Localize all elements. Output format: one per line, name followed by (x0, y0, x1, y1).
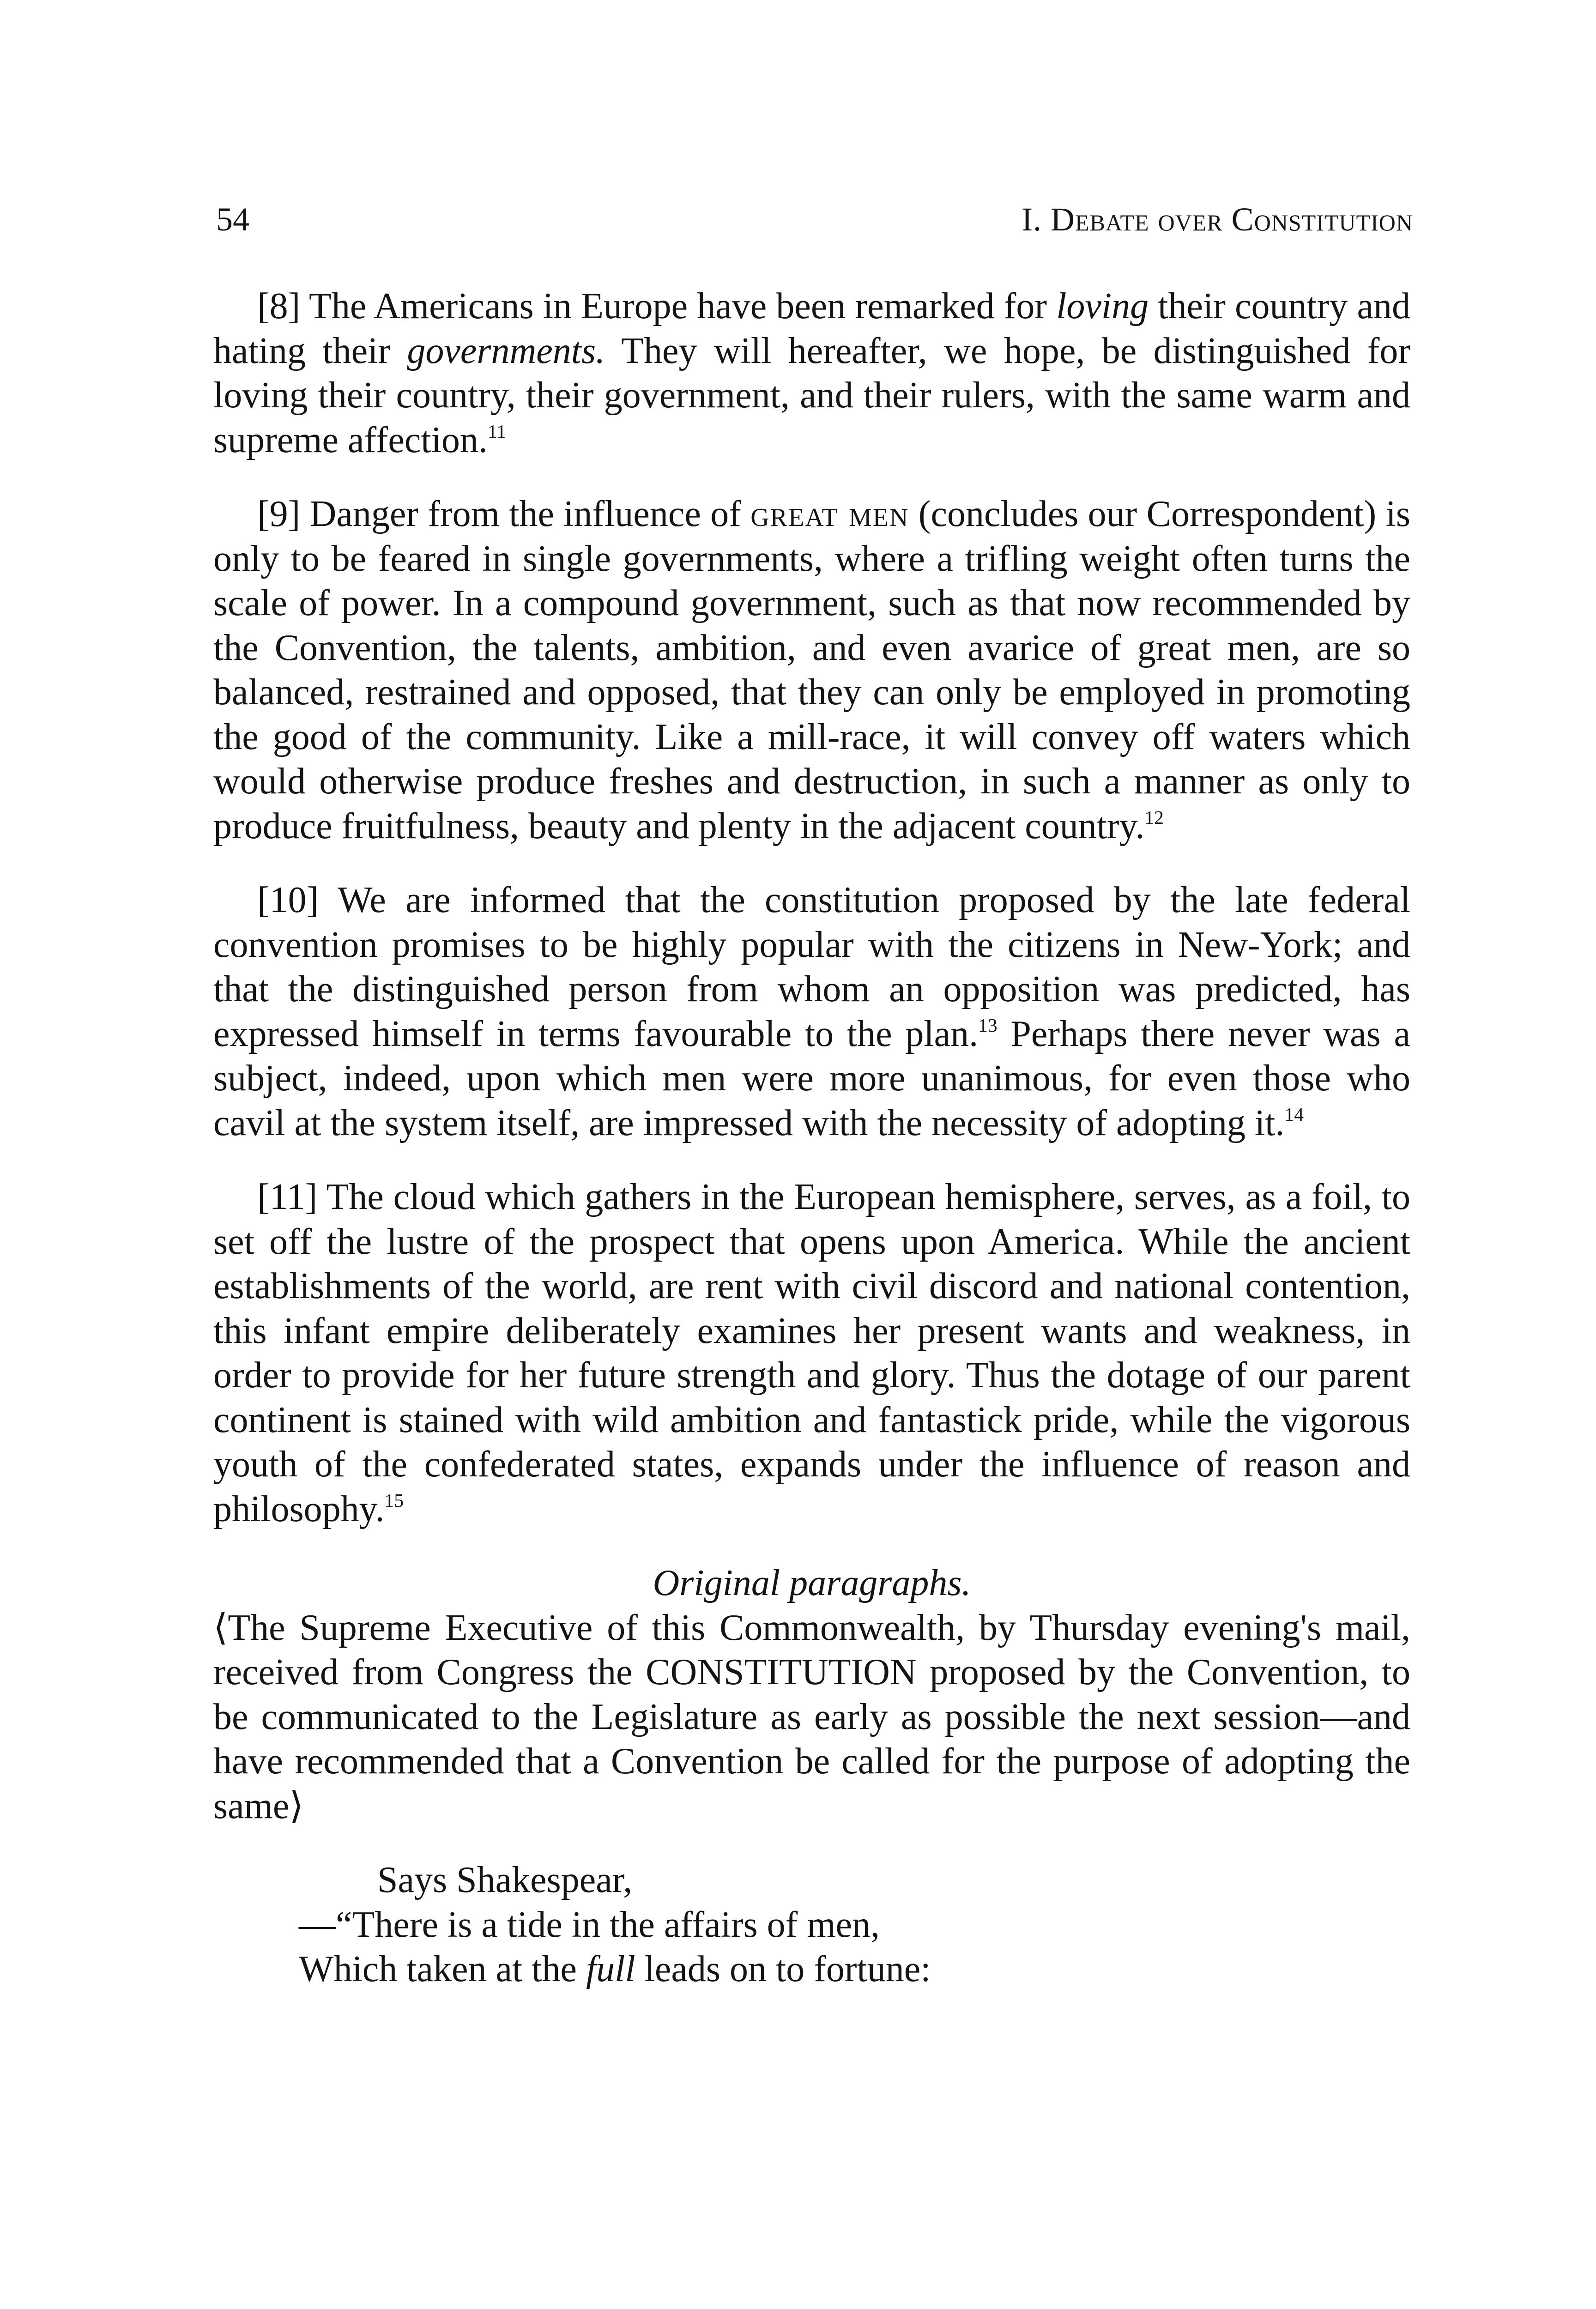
small-caps-text: great men (750, 494, 909, 534)
original-paragraph: ⟨The Supreme Executive of this Commonwealth, by Thursday evening's mail, received from Congress the CONSTITUTION proposed by the Convention, to be communicated to the Legislature as early as possible the next session—and have recommended that a Convention be called for the purpose of adopting the same⟩ (213, 1607, 1410, 1826)
paragraph-number: [10] (257, 880, 319, 920)
running-title: I. Debate over Constitution (1022, 201, 1413, 238)
paragraph-11 (213, 1175, 1410, 1531)
footnote-ref: 13 (978, 1014, 998, 1036)
paragraph-text: The Americans in Europe have been remarked for (300, 286, 1057, 326)
paragraph-text: Danger from the influence of (300, 494, 751, 534)
quoted-verse (213, 1858, 1410, 1992)
paragraph-number: [9] (257, 494, 301, 534)
emphasis-text: governments. (407, 330, 605, 371)
footnote-ref: 11 (487, 420, 506, 442)
paragraph-text: their country and hating their (213, 286, 1411, 371)
paragraph-10 (213, 878, 1410, 1145)
footnote-ref: 12 (1144, 806, 1164, 828)
page-number: 54 (216, 201, 249, 238)
verse-line: —“There is a tide in the affairs of men, (299, 1904, 880, 1945)
footnote-ref: 15 (384, 1489, 404, 1511)
paragraph-8 (213, 284, 1410, 462)
verse-text: leads on to fortune: (635, 1949, 931, 1989)
section-heading: Original paragraphs. (653, 1563, 971, 1603)
paragraph-text: They will hereafter, we hope, be distinguished for loving their country, their government, and their rulers, with the same warm and supreme affection. (213, 330, 1411, 460)
paragraph-9 (213, 492, 1410, 848)
verse-text: Which taken at the (299, 1949, 586, 1989)
body-text (213, 284, 1410, 1992)
emphasis-text: full (586, 1949, 635, 1989)
paragraph-number: [11] (257, 1177, 318, 1217)
paragraph-number: [8] (257, 286, 301, 326)
paragraph-text: (concludes our Correspondent) is only to be feared in single governments, where a trifling weight often turns the scale of power. In a compound government, such as that now recommended by the Convention, the talents, ambition, and even avarice of great men, are so balanced, restrained and opposed, that they can only be employed in promoting the good of the community. Like a mill-race, it will convey off waters which would otherwise produce freshes and destruction, in such a manner as only to produce fruitfulness, beauty and plenty in the adjacent country. (213, 494, 1410, 846)
verse-line: Says Shakespear, (377, 1860, 633, 1900)
verse-line (213, 1947, 1410, 1992)
footnote-ref: 14 (1284, 1103, 1304, 1125)
running-head (216, 194, 1413, 245)
paragraph-text: We are informed that the constitution proposed by the late federal convention promises to be highly popular with the citizens in New-York; and that the distinguished person from whom an opposition was predicted, has expressed himself in terms favourable to the plan. (213, 880, 1410, 1054)
paragraph-text: The cloud which gathers in the European hemisphere, serves, as a foil, to set off the lustre of the prospect that opens upon America. While the ancient establishments of the world, are rent with civil discord and national contention, this infant empire deliberately examines her present wants and weakness, in order to provide for her future strength and glory. Thus the dotage of our parent continent is stained with wild ambition and fantastick pride, while the vigorous youth of the confederated states, expands under the influence of reason and philosophy. (213, 1177, 1410, 1529)
paragraph-text: Perhaps there never was a subject, indeed, upon which men were more unanimous, for even those who cavil at the system itself, are impressed with the necessity of adopting it. (213, 1013, 1411, 1143)
emphasis-text: loving (1056, 286, 1149, 326)
